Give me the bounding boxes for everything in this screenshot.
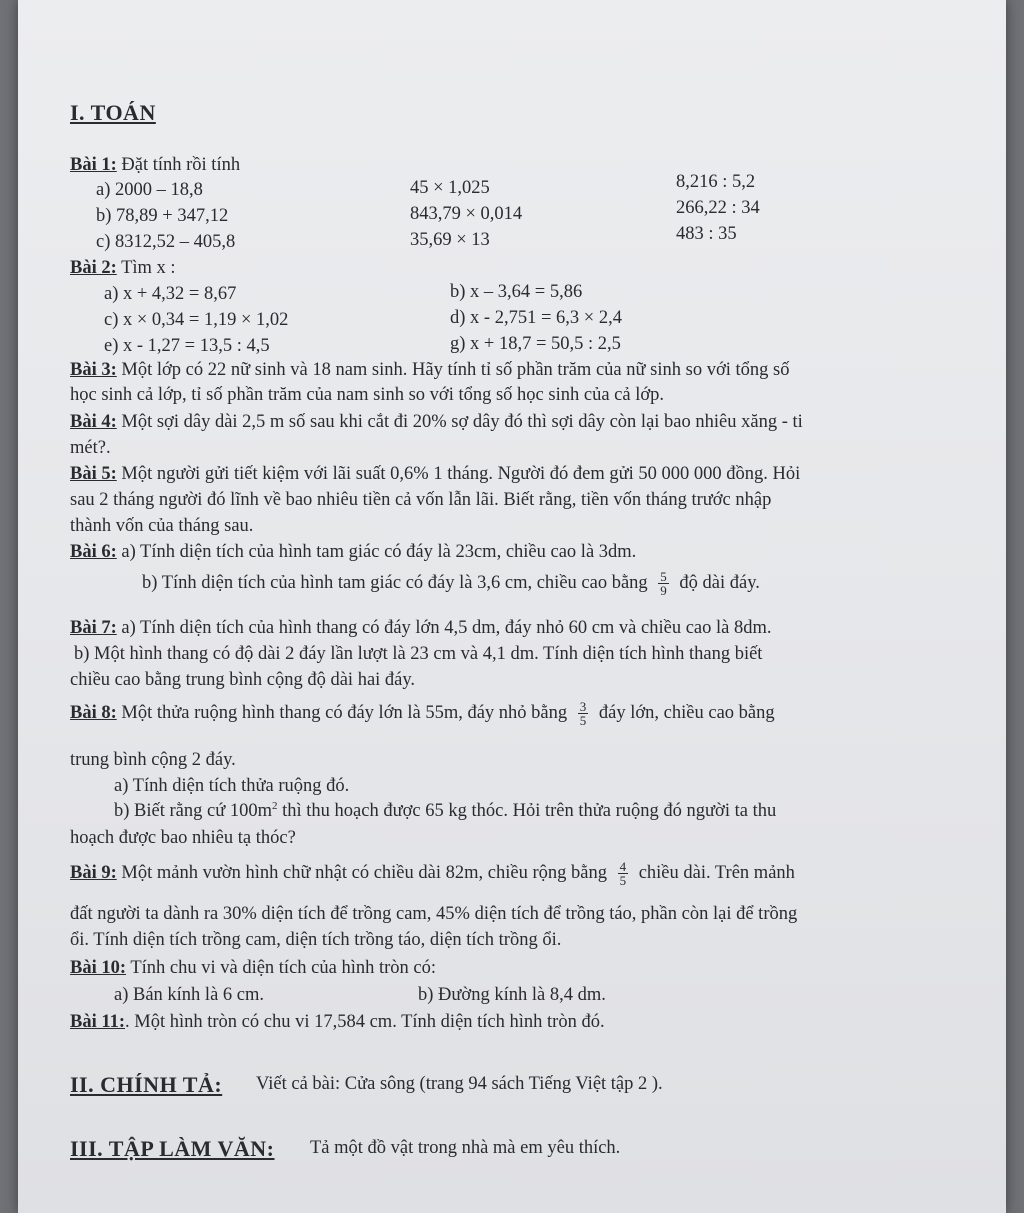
exercise-5-line-1 [70, 464, 800, 485]
exercise-9-text-1: Một mảnh vườn hình chữ nhật có chiều dài 82m, chiều rộng bằng [121, 862, 607, 883]
section-composition-text: Tả một đồ vật trong nhà mà em yêu thích. [310, 1138, 621, 1158]
exercise-8-line-2: trung bình cộng 2 đáy. [70, 750, 236, 770]
exercise-6b-tail: độ dài đáy. [679, 572, 760, 593]
fraction-3-5 [578, 700, 589, 727]
exercise-6-label: Bài 6: [70, 542, 117, 562]
exercise-1c: c) 8312,52 – 405,8 [96, 232, 236, 252]
exercise-8b-line-1 [114, 800, 776, 822]
exercise-9-label: Bài 9: [70, 862, 117, 883]
exercise-2-label: Bài 2: [70, 258, 117, 278]
exercise-2-title [70, 258, 176, 279]
exercise-4-text-1: Một sợi dây dài 2,5 m số sau khi cắt đi 20% sợ dây đó thì sợi dây còn lại bao nhiêu xăng - ti [121, 412, 803, 432]
exercise-7-label: Bài 7: [70, 618, 117, 638]
exercise-8-text-1-tail: đáy lớn, chiều cao bằng [598, 702, 775, 723]
exercise-6-line-b [142, 570, 760, 597]
exercise-8b-line-2: hoạch được bao nhiêu tạ thóc? [70, 828, 296, 848]
exercise-10-title [70, 958, 436, 979]
exercise-1-mult-1: 45 × 1,025 [410, 178, 490, 198]
exercise-8b-pre: b) Biết rằng cứ 100m [114, 801, 272, 822]
exercise-8-line-1 [70, 700, 775, 727]
exercise-8-label: Bài 8: [70, 702, 117, 723]
exercise-5-line-2: sau 2 tháng người đó lĩnh về bao nhiêu tiền cả vốn lẫn lãi. Biết rằng, tiền vốn tháng trước nhập [70, 490, 772, 510]
exercise-1-mult-2: 843,79 × 0,014 [410, 204, 523, 224]
exercise-10-instruction: Tính chu vi và diện tích của hình tròn có: [130, 958, 436, 978]
exercise-1-div-1: 8,216 : 5,2 [676, 172, 756, 192]
exercise-2b: b) x – 3,64 = 5,86 [450, 282, 583, 302]
fraction-4-5 [618, 860, 629, 887]
exercise-3-text-1: Một lớp có 22 nữ sinh và 18 nam sinh. Hãy tính tỉ số phần trăm của nữ sinh so với tổng số [121, 360, 790, 380]
exercise-1a: a) 2000 – 18,8 [96, 180, 203, 200]
exercise-7b-line-2: chiều cao bằng trung bình cộng độ dài hai đáy. [70, 670, 416, 690]
exercise-9-line-1 [70, 860, 795, 887]
exercise-5-text-1: Một người gửi tiết kiệm với lãi suất 0,6% 1 tháng. Người đó đem gửi 50 000 000 đồng. Hỏi [121, 464, 801, 484]
exercise-1-mult-3: 35,69 × 13 [410, 230, 490, 250]
exercise-3-label: Bài 3: [70, 360, 117, 380]
section-composition [70, 1136, 275, 1162]
exercise-5-line-3: thành vốn của tháng sau. [70, 516, 254, 536]
exercise-9-line-2: đất người ta dành ra 30% diện tích để trồng cam, 45% diện tích để trồng táo, phần còn lại để trồng [70, 904, 798, 924]
exercise-2c: c) x × 0,34 = 1,19 × 1,02 [104, 310, 289, 330]
exercise-1-instruction: Đặt tính rồi tính [121, 155, 241, 175]
exercise-11-text: . Một hình tròn có chu vi 17,584 cm. Tính diện tích hình tròn đó. [125, 1012, 605, 1032]
section-math-heading: I. TOÁN [70, 100, 156, 125]
fraction-5-9 [658, 570, 669, 597]
exercise-8a: a) Tính diện tích thửa ruộng đó. [114, 776, 350, 796]
exercise-2e: e) x - 1,27 = 13,5 : 4,5 [104, 336, 270, 356]
exercise-7a: a) Tính diện tích của hình thang có đáy lớn 4,5 dm, đáy nhỏ 60 cm và chiều cao là 8dm. [121, 618, 772, 638]
exercise-8-text-1: Một thửa ruộng hình thang có đáy lớn là 55m, đáy nhỏ bằng [121, 702, 568, 723]
section-dictation-text: Viết cả bài: Cửa sông (trang 94 sách Tiếng Việt tập 2 ). [256, 1074, 663, 1094]
exercise-6a: a) Tính diện tích của hình tam giác có đáy là 23cm, chiều cao là 3dm. [121, 542, 637, 562]
section-dictation-heading: II. CHÍNH TẢ: [70, 1072, 223, 1097]
exercise-10-label: Bài 10: [70, 958, 127, 978]
exercise-4-line-1 [70, 412, 803, 433]
fraction-numerator: 3 [579, 699, 587, 714]
exercise-4-label: Bài 4: [70, 412, 117, 432]
exercise-6b-text: b) Tính diện tích của hình tam giác có đáy là 3,6 cm, chiều cao bằng [142, 572, 648, 593]
exercise-2a: a) x + 4,32 = 8,67 [104, 284, 237, 304]
exercise-1-div-2: 266,22 : 34 [676, 198, 760, 218]
exercise-9-line-3: ổi. Tính diện tích trồng cam, diện tích trồng táo, diện tích trồng ổi. [70, 930, 562, 950]
exercise-1b: b) 78,89 + 347,12 [96, 206, 229, 226]
exercise-1-label: Bài 1: [70, 155, 117, 175]
exercise-8b-post: thì thu hoạch được 65 kg thóc. Hỏi trên thửa ruộng đó người ta thu [282, 801, 777, 822]
exercise-1-div-3: 483 : 35 [676, 224, 737, 244]
exercise-1-title [70, 155, 240, 176]
fraction-denominator: 5 [579, 713, 587, 728]
superscript-2: 2 [272, 800, 278, 812]
exercise-2-instruction: Tìm x : [121, 258, 176, 278]
exercise-11-label: Bài 11: [70, 1012, 125, 1032]
exercise-10b: b) Đường kính là 8,4 dm. [418, 985, 606, 1005]
exercise-5-label: Bài 5: [70, 464, 117, 484]
exercise-4-line-2: mét?. [70, 438, 111, 458]
exercise-9-text-1-tail: chiều dài. Trên mảnh [638, 862, 795, 883]
exercise-10a: a) Bán kính là 6 cm. [114, 985, 265, 1005]
section-dictation [70, 1072, 222, 1098]
fraction-numerator: 5 [660, 569, 667, 584]
exercise-2g: g) x + 18,7 = 50,5 : 2,5 [450, 334, 621, 354]
exercise-3-line-2: học sinh cả lớp, tỉ số phần trăm của nam sinh so với tổng số học sinh của cả lớp. [70, 385, 665, 405]
exercise-6-line-a [70, 542, 636, 563]
exercise-3-line-1 [70, 360, 789, 381]
fraction-denominator: 5 [619, 873, 627, 888]
exercise-11 [70, 1012, 605, 1033]
worksheet-page [18, 0, 1006, 1213]
exercise-7-line-a [70, 618, 771, 639]
exercise-2d: d) x - 2,751 = 6,3 × 2,4 [450, 308, 622, 328]
exercise-7b-line-1: b) Một hình thang có độ dài 2 đáy lần lượt là 23 cm và 4,1 dm. Tính diện tích hình thang biết [74, 644, 763, 664]
fraction-denominator: 9 [660, 583, 667, 598]
section-composition-heading: III. TẬP LÀM VĂN: [70, 1136, 275, 1161]
fraction-numerator: 4 [619, 859, 627, 874]
